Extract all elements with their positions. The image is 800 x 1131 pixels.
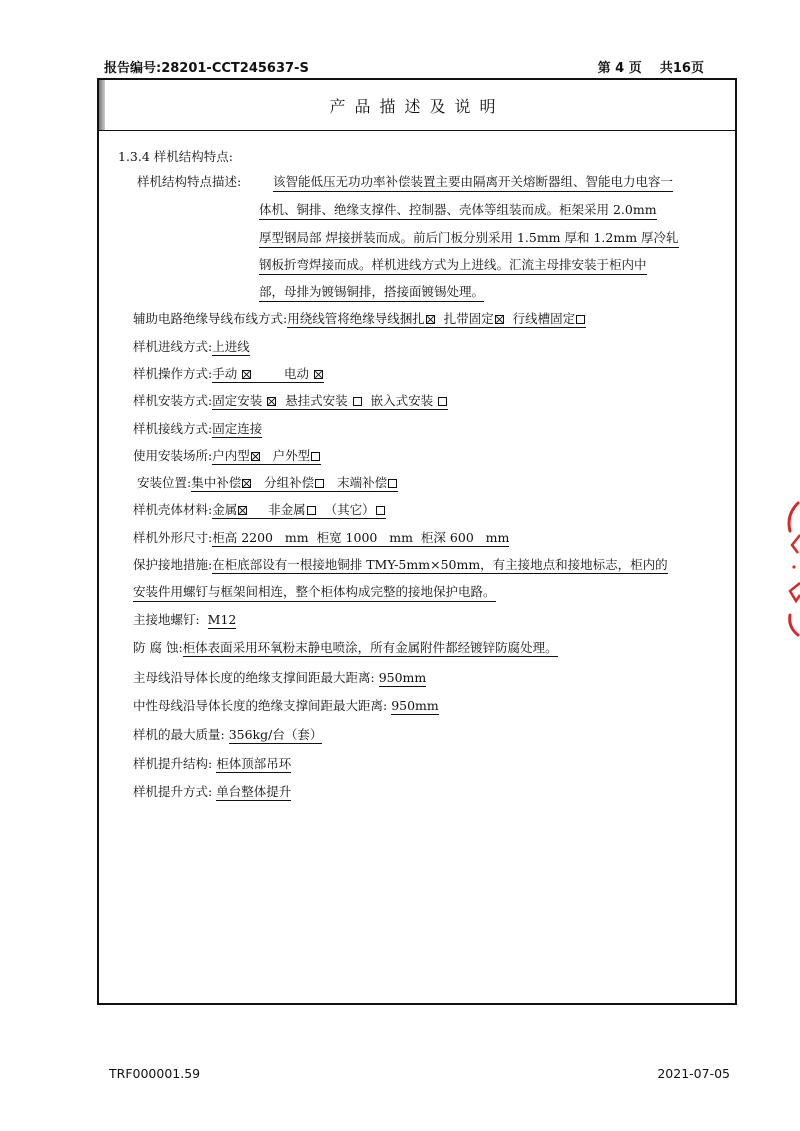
inlet-label: 样机进线方式:: [133, 339, 213, 354]
anticorrosion-label: 防 腐 蚀:: [133, 640, 183, 655]
position-central-checkbox[interactable]: [242, 479, 251, 488]
page-label: 第: [597, 61, 611, 76]
material-label: 样机壳体材料:: [133, 502, 213, 517]
site-row: [133, 448, 321, 464]
material-metal-checkbox[interactable]: [238, 506, 247, 515]
material-nonmetal: 非金属: [268, 502, 306, 517]
feature-line-2: 体机、铜排、绝缘支撑件、控制器、壳体等组装而成。柜架采用 2.0mm: [259, 202, 657, 220]
grounding-line-1: 在柜底部设有一根接地铜排 TMY-5mm×50mm，有主接地点和接地标志，柜内的: [212, 557, 668, 572]
main-bus-value: 950mm: [378, 670, 427, 685]
partial-seal-stamp: [778, 495, 800, 640]
section-heading: 1.3.4 样机结构特点:: [118, 149, 233, 164]
operation-electric-checkbox[interactable]: [314, 370, 323, 379]
site-outdoor-checkbox[interactable]: [311, 452, 320, 461]
anticorrosion-value: 柜体表面采用环氧粉末静电喷涂，所有金属附件都经镀锌防腐处理。: [182, 640, 558, 655]
wiring-option-bundle: 用绕线管将绝缘导线捆扎: [287, 311, 425, 326]
neutral-bus-value: 950mm: [391, 698, 439, 713]
position-terminal-checkbox[interactable]: [388, 479, 397, 488]
material-other: （其它）: [324, 502, 375, 517]
feature-line-5: 部，母排为镀锡铜排，搭接面镀锡处理。: [259, 284, 484, 302]
position-label: 安装位置:: [137, 475, 192, 490]
main-bus-label: 主母线沿导体长度的绝缘支撑间距最大距离:: [133, 670, 375, 685]
wiring-trunk-checkbox[interactable]: [576, 315, 585, 324]
wiring-tie-checkbox[interactable]: [495, 315, 504, 324]
position-row: [137, 475, 398, 491]
operation-label: 样机操作方式:: [133, 366, 213, 381]
anticorrosion-row: [133, 640, 558, 656]
issue-date: 2021-07-05: [657, 1066, 730, 1081]
site-indoor-checkbox[interactable]: [251, 452, 260, 461]
page-indicator: [598, 57, 704, 76]
lifting-structure-row: [133, 756, 291, 772]
position-group-checkbox[interactable]: [315, 479, 324, 488]
mass-label: 样机的最大质量:: [133, 727, 225, 742]
neutral-bus-row: [133, 698, 439, 714]
dimensions-row: [133, 530, 509, 546]
inlet-row: [133, 339, 250, 355]
feature-line-3: 厚型钢局部 焊接拼装而成。前后门板分别采用 1.5mm 厚和 1.2mm 厚冷轧: [259, 230, 679, 248]
material-metal: 金属: [212, 502, 238, 517]
mass-row: [133, 727, 322, 743]
main-bus-row: [133, 670, 426, 686]
operation-manual: 手动: [212, 366, 238, 381]
feature-line-1: 该智能低压无功功率补偿装置主要由隔离开关熔断器组、智能电力电容一: [273, 174, 673, 192]
grounding-line-2: 安装件用螺钉与框架间相连，整个柜体构成完整的接地保护电路。: [133, 584, 496, 602]
wiring-option-tie: 扎带固定: [443, 311, 494, 326]
operation-electric: 电动: [284, 366, 310, 381]
report-number: [104, 57, 309, 76]
mounting-hanging-checkbox[interactable]: [353, 397, 362, 406]
wiring-label: 辅助电路绝缘导线布线方式:: [133, 311, 288, 326]
wiring-option-trunk: 行线槽固定: [512, 311, 576, 326]
form-number: TRF000001.59: [109, 1066, 201, 1081]
position-terminal: 末端补偿: [337, 475, 388, 490]
mounting-hanging: 悬挂式安装: [285, 393, 348, 408]
position-group: 分组补偿: [264, 475, 315, 490]
lifting-structure-label: 样机提升结构:: [133, 756, 213, 771]
dimensions-value: 柜高 2200 mm 柜宽 1000 mm 柜深 600 mm: [212, 530, 510, 545]
connection-label: 样机接线方式:: [133, 421, 213, 436]
lifting-method-value: 单台整体提升: [216, 784, 292, 799]
material-row: [133, 502, 386, 518]
mounting-label: 样机安装方式:: [133, 393, 213, 408]
lifting-method-label: 样机提升方式:: [133, 784, 213, 799]
mounting-fixed: 固定安装: [212, 393, 263, 408]
wiring-row: [133, 311, 586, 327]
feature-label: 样机结构特点描述:: [137, 174, 242, 189]
inlet-value: 上进线: [212, 339, 250, 354]
total-pages: 16: [672, 61, 691, 76]
site-indoor: 户内型: [212, 448, 250, 463]
total-label-suffix: 页: [690, 61, 704, 76]
grounding-label: 保护接地措施:: [133, 557, 213, 572]
material-other-checkbox[interactable]: [376, 506, 385, 515]
ground-screw-label: 主接地螺钉:: [133, 612, 200, 627]
grounding-row: [133, 557, 668, 573]
operation-manual-checkbox[interactable]: [242, 370, 251, 379]
report-number-value: 28201-CCT245637-S: [161, 61, 309, 76]
page-title: 产品描述及说明: [329, 97, 505, 116]
report-number-label: 报告编号:: [104, 61, 162, 76]
lifting-structure-value: 柜体顶部吊环: [216, 756, 292, 771]
mounting-row: [133, 393, 448, 409]
dimensions-label: 样机外形尺寸:: [133, 530, 213, 545]
ground-screw-row: [133, 612, 236, 628]
material-nonmetal-checkbox[interactable]: [307, 506, 316, 515]
total-label: 共: [659, 61, 673, 76]
mounting-fixed-checkbox[interactable]: [267, 397, 276, 406]
title-row: [99, 80, 735, 131]
operation-row: [133, 366, 324, 382]
connection-row: [133, 421, 262, 437]
neutral-bus-label: 中性母线沿导体长度的绝缘支撑间距最大距离:: [133, 698, 388, 713]
page-label-suffix: 页: [628, 61, 642, 76]
mounting-embedded: 嵌入式安装: [370, 393, 434, 408]
mass-value: 356kg/台（套）: [228, 727, 323, 742]
connection-value: 固定连接: [212, 421, 263, 436]
wiring-bundle-checkbox[interactable]: [426, 315, 435, 324]
mounting-embedded-checkbox[interactable]: [438, 397, 447, 406]
ground-screw-value: M12: [207, 612, 237, 627]
site-outdoor: 户外型: [272, 448, 311, 463]
feature-line-4: 钢板折弯焊接而成。样机进线方式为上进线。汇流主母排安装于柜内中: [259, 257, 647, 275]
site-label: 使用安装场所:: [133, 448, 213, 463]
page-number: 4: [615, 61, 625, 76]
position-central: 集中补偿: [191, 475, 242, 490]
lifting-method-row: [133, 784, 291, 800]
